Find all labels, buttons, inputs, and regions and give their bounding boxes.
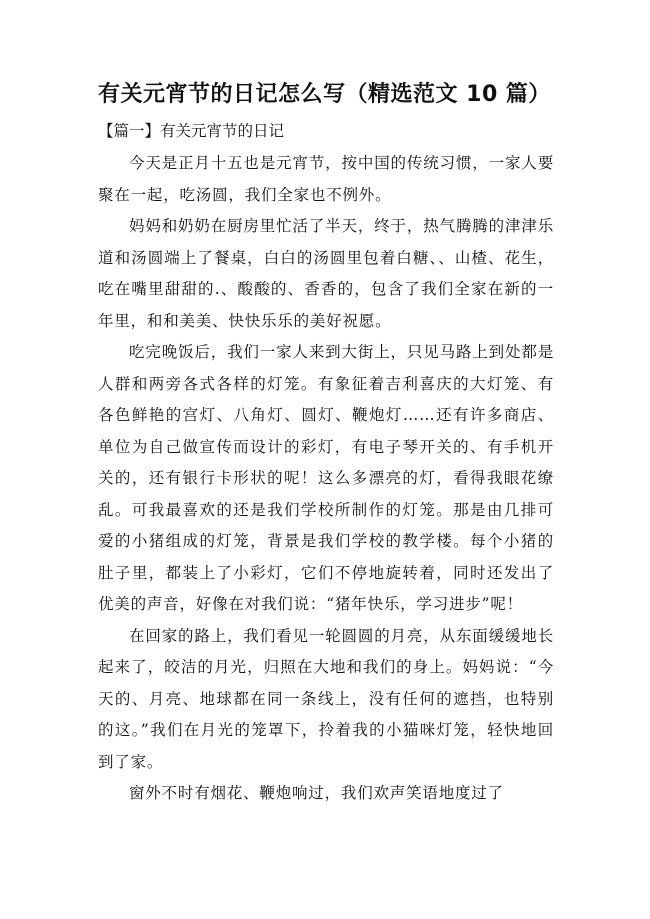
paragraph-1: 今天是正月十五也是元宵节，按中国的传统习惯，一家人要聚在一起，吃汤圆，我们全家也不例外。	[98, 154, 554, 204]
paragraph-2: 妈妈和奶奶在厨房里忙活了半天，终于，热气腾腾的津津乐道和汤圆端上了餐桌，白白的汤圆里包着白糖、、山楂、花生，吃在嘴里甜甜的.、酸酸的、香香的，包含了我们全家在新的一年里，和和美美、快快乐乐的美好祝愿。	[98, 217, 554, 330]
document-title: 有关元宵节的日记怎么写（精选范文 10 篇）	[98, 82, 551, 107]
section-heading: 【篇一】有关元宵节的日记	[98, 122, 285, 140]
paragraph-4: 在回家的路上，我们看见一轮圆圆的月亮，从东面缓缓地长起来了，皎洁的月光，归照在大地和我们的身上。妈妈说：“今天的、月亮、地球都在同一条线上，没有任何的遮挡，也特别的这。”我们在月光的笼罩下，拎着我的小猫咪灯笼，轻快地回到了家。	[98, 626, 554, 771]
paragraph-5: 窗外不时有烟花、鞭炮响过，我们欢声笑语地度过了	[129, 784, 504, 802]
document-body	[98, 148, 554, 810]
paragraph-3: 吃完晚饭后，我们一家人来到大街上，只见马路上到处都是人群和两旁各式各样的灯笼。有象征着吉利喜庆的大灯笼、有各色鲜艳的宫灯、八角灯、圆灯、鞭炮灯……还有许多商店、单位为自己做宣传而设计的彩灯，有电子琴开关的、有手机开关的，还有银行卡形状的呢！这么多漂亮的灯，看得我眼花缭乱。可我最喜欢的还是我们学校所制作的灯笼。那是由几排可爱的小猪组成的灯笼，背景是我们学校的教学楼。每个小猪的肚子里，都装上了小彩灯，它们不停地旋转着，同时还发出了优美的声音，好像在对我们说：“猪年快乐，学习进步”呢！	[98, 343, 554, 613]
